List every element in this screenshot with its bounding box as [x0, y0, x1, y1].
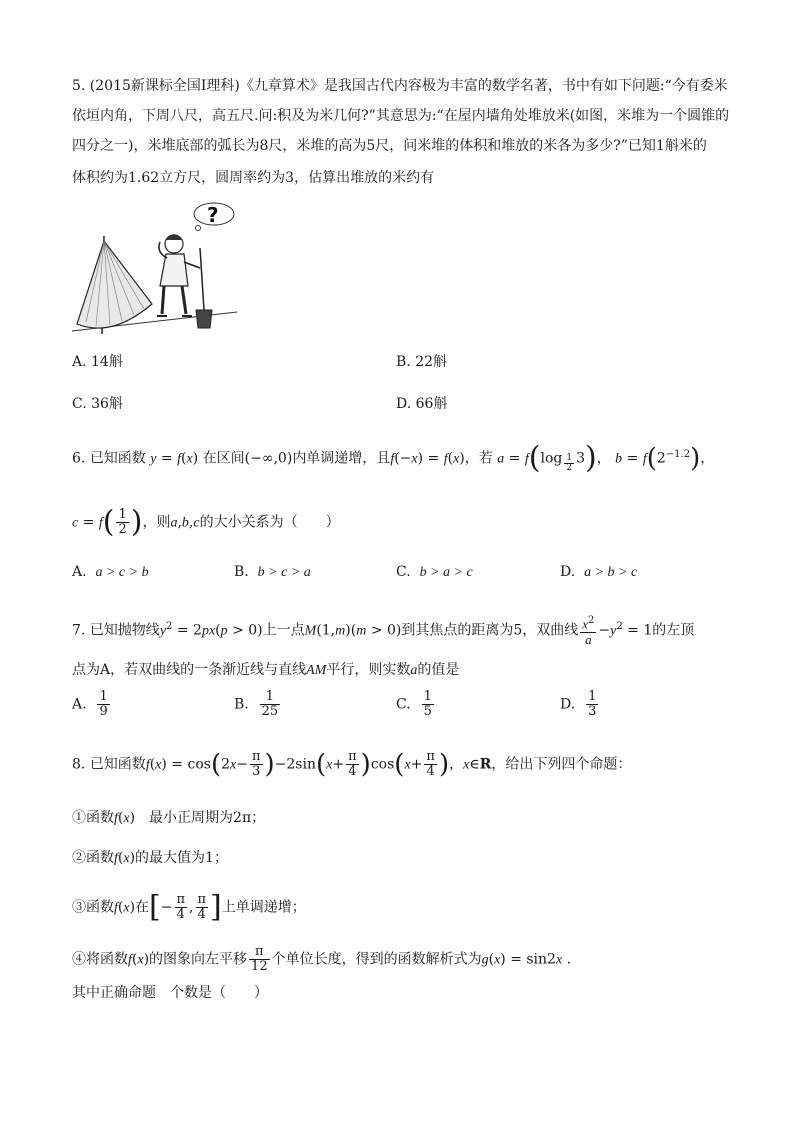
- q5-line-1: 5. (2015新课标全国I理科)《九章算术》是我国古代内容极为丰富的数学名著，书中有如下问题:“今有委米: [72, 78, 728, 94]
- q6-line-2: c = f( $\frac{1}{2}$ )，则a,b,c的大小关系为（ ）: [72, 504, 340, 540]
- rice-pile-figure: [72, 196, 242, 341]
- q6-line-1: 6. 已知函数 y = f(x) 在区间(−∞,0)内单调递增，且f(−x) = f(x)，若 a = f(log $_{\frac{1}{2}}$ 3)， $b = f(2^{-1.2})$，: [72, 440, 715, 476]
- q7-option-b: B. $\frac{1}{25}$: [234, 689, 279, 719]
- q8-prop-3: ③函数f(x)在[− $\frac{\pi}{4}$ , $\frac{\pi}{4}$ ]上单调递增；: [72, 889, 306, 925]
- q5-line-3: 四分之一)，米堆底部的弧长为8尺，米堆的高为5尺，问米堆的体积和堆放的米各为多少?”已知1斛米的: [72, 138, 707, 154]
- q6-option-c: C. b > a > c: [396, 564, 473, 580]
- q7-option-d: D. $\frac{1}{3}$: [560, 689, 597, 719]
- q5-line-4: 体积约为1.62立方尺，圆周率约为3，估算出堆放的米约有: [72, 170, 435, 186]
- q7-line-1: 7. 已知抛物线$y^2 = 2px(p > 0)$上一点M(1,m)(m > 0)到其焦点的距离为5，双曲线 $\frac{x^2}{a}$ $-y^2 = 1$的左顶: [72, 615, 695, 648]
- q7-option-c: C. $\frac{1}{5}$: [396, 689, 432, 719]
- q6-option-d: D. a > b > c: [560, 564, 638, 580]
- q8-prop-4: ④将函数f(x)的图象向左平移 $\frac{\pi}{12}$ 个单位长度，得到的函数解析式为g(x) = sin2x .: [72, 944, 572, 974]
- q7-option-a: A. $\frac{1}{9}$: [72, 689, 108, 719]
- q8-last-line: 其中正确命题 个数是（ ）: [72, 985, 268, 1001]
- q5-option-b: B. 22斛: [396, 354, 448, 370]
- q6-option-a: A. a > c > b: [72, 564, 149, 580]
- q6-option-b: B. b > c > a: [234, 564, 311, 580]
- q5-option-c: C. 36斛: [72, 396, 123, 412]
- q5-line-2: 依垣内角，下周八尺，高五尺.问:积及为米几何?”其意思为:“在屋内墙角处堆放米(如图，米堆为一个圆锥的: [72, 108, 730, 124]
- q5-option-a: A. 14斛: [72, 354, 123, 370]
- q5-option-d: D. 66斛: [396, 396, 448, 412]
- q7-line-2: 点为A，若双曲线的一条渐近线与直线AM平行，则实数a的值是: [72, 662, 460, 678]
- q8-prop-2: ②函数f(x)的最大值为1；: [72, 850, 228, 866]
- q8-prop-1: ①函数f(x) 最小正周期为2π；: [72, 810, 266, 826]
- question-mark: ?: [207, 203, 219, 227]
- q8-line-1: 8. 已知函数f(x) = cos(2x− $\frac{\pi}{3}$ )−2sin(x+ $\frac{\pi}{4}$ )cos(x+ $\frac{\pi}{4}$ )，x∈R，给出下列四个命题：: [72, 749, 632, 780]
